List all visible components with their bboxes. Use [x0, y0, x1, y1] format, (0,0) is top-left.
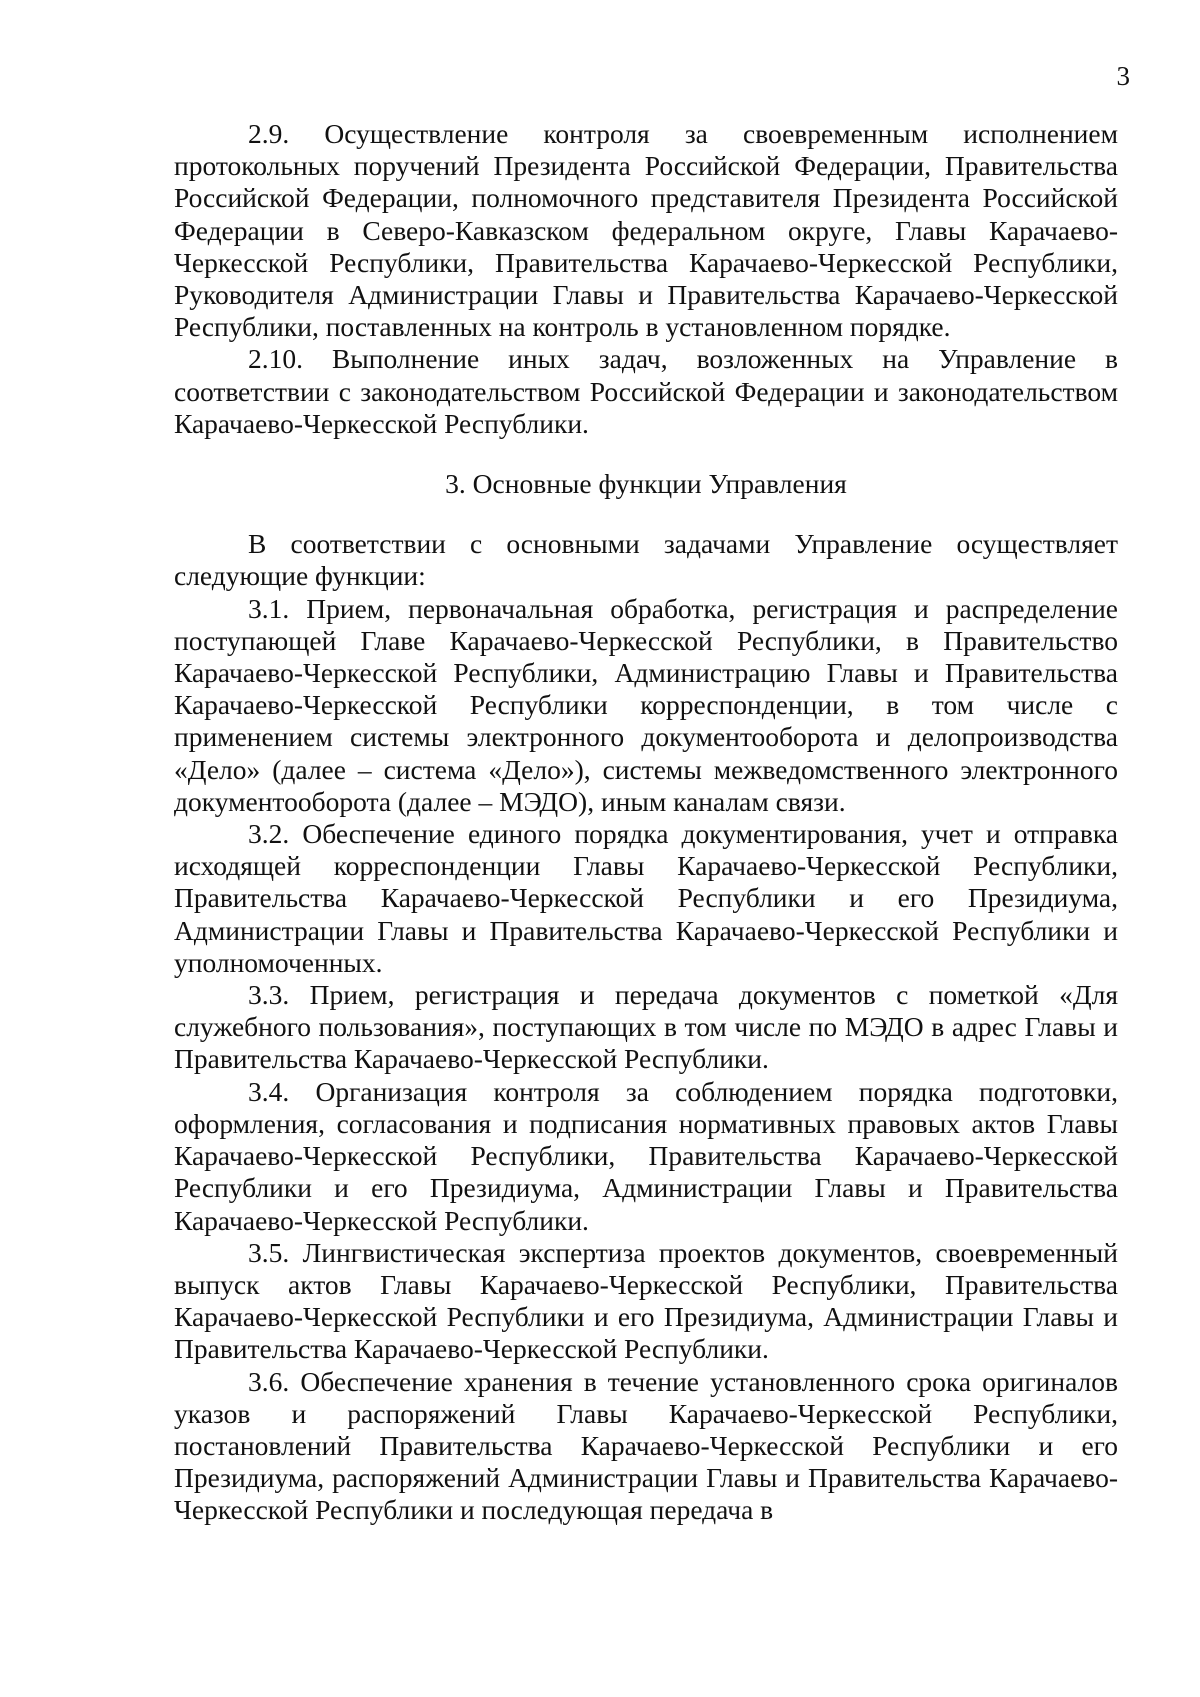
paragraph-intro: В соответствии с основными задачами Управление осуществляет следующие функции: — [174, 528, 1118, 592]
paragraph-3-6: 3.6. Обеспечение хранения в течение установленного срока оригиналов указов и распоряжений Главы Карачаево-Черкесской Республики, постановлений Правительства Карачаево-Черкесской Республики и его Президиума, распоряжений Администрации Главы и Правительства Карачаево-Черкесской Республики и последующая передача в — [174, 1365, 1118, 1526]
page-number: 3 — [1116, 61, 1130, 91]
section-heading: 3. Основные функции Управления — [445, 468, 847, 500]
paragraph-3-2: 3.2. Обеспечение единого порядка документирования, учет и отправка исходящей корреспонденции Главы Карачаево-Черкесской Республики, Правительства Карачаево-Черкесской Республики и его Президиума, Администрации Главы и Правительства Карачаево-Черкесской Республики и уполномоченных. — [174, 818, 1118, 978]
paragraph-3-1: 3.1. Прием, первоначальная обработка, регистрация и распределение поступающей Главе Карачаево-Черкесской Республики, в Правительство Карачаево-Черкесской Республики, Администрацию Главы и Правительства Карачаево-Черкесской Республики корреспонденции, в том числе с применением системы электронного документооборота и делопроизводства «Дело» (далее – система «Дело»), системы межведомственного электронного документооборота (далее – МЭДО), иным каналам связи. — [174, 592, 1118, 817]
paragraph-3-4: 3.4. Организация контроля за соблюдением порядка подготовки, оформления, согласования и подписания нормативных правовых актов Главы Карачаево-Черкесской Республики, Правительства Карачаево-Черкесской Республики и его Президиума, Администрации Главы и Правительства Карачаево-Черкесской Республики. — [174, 1075, 1118, 1236]
paragraph-2-10: 2.10. Выполнение иных задач, возложенных на Управление в соответствии с законодательством Российской Федерации и законодательством Карачаево-Черкесской Республики. — [174, 343, 1118, 439]
paragraph-3-5: 3.5. Лингвистическая экспертиза проектов документов, своевременный выпуск актов Главы Карачаево-Черкесской Республики, Правительства Карачаево-Черкесской Республики и его Президиума, Администрации Главы и Правительства Карачаево-Черкесской Республики. — [174, 1236, 1118, 1365]
document-body — [174, 118, 1118, 1527]
paragraph-2-9: 2.9. Осуществление контроля за своевременным исполнением протокольных поручений Президента Российской Федерации, Правительства Российской Федерации, полномочного представителя Президента Российской Федерации в Северо-Кавказском федеральном округе, Главы Карачаево-Черкесской Республики, Правительства Карачаево-Черкесской Республики, Руководителя Администрации Главы и Правительства Карачаево-Черкесской Республики, поставленных на контроль в установленном порядке. — [174, 118, 1118, 343]
paragraph-3-3: 3.3. Прием, регистрация и передача документов с пометкой «Для служебного пользования», поступающих в том числе по МЭДО в адрес Главы и Правительства Карачаево-Черкесской Республики. — [174, 979, 1118, 1075]
